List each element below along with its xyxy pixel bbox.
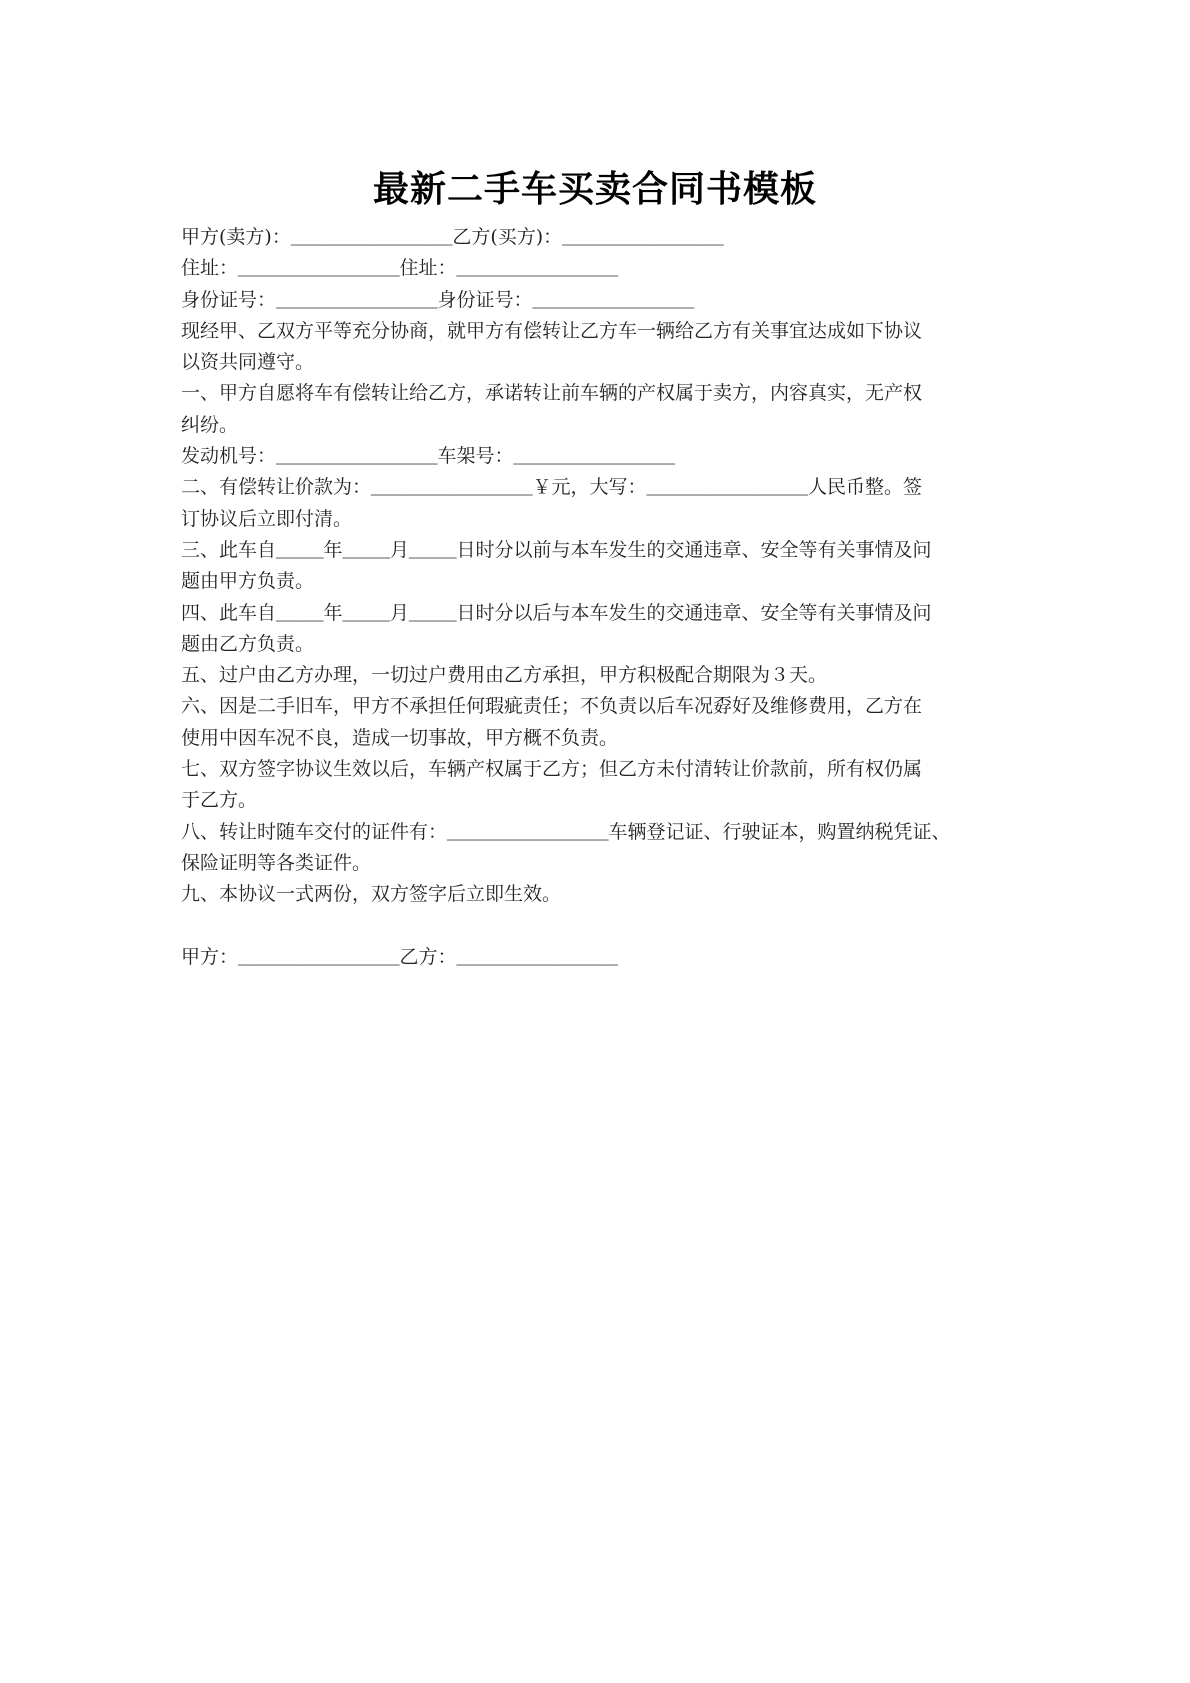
frame-number-blank[interactable]: _________________ <box>513 446 676 468</box>
clause-2-tail: 人民币整。签 <box>808 476 923 499</box>
buyer-address-label: 住址： <box>399 257 457 280</box>
clause-3-line-1 <box>181 535 1021 566</box>
clause-3-tail: 日时分以前与本车发生的交通违章、安全等有关事情及问 <box>456 538 932 561</box>
seller-id-blank[interactable]: _________________ <box>276 289 438 311</box>
clause-3-month-blank[interactable]: _____ <box>342 539 391 561</box>
seller-address-label: 住址： <box>181 257 239 280</box>
buyer-blank[interactable]: _________________ <box>562 227 724 248</box>
clause-4-line-1 <box>181 598 1021 629</box>
year-label: 年 <box>323 601 343 624</box>
clause-1-line-2: 纠纷。 <box>181 413 239 436</box>
clause-8-head: 八、转让时随车交付的证件有： <box>181 820 448 843</box>
buyer-signature-label: 乙方： <box>399 945 457 968</box>
clause-4-line-2: 题由乙方负责。 <box>181 632 315 655</box>
address-line <box>181 253 1021 284</box>
clause-7-line-1: 七、双方签字协议生效以后，车辆产权属于乙方；但乙方未付清转让价款前，所有权仍属 <box>181 758 923 781</box>
vehicle-number-line <box>181 441 1021 472</box>
clause-2-uppercase-label: ￥元，大写： <box>532 476 647 499</box>
seller-id-label: 身份证号： <box>181 288 277 311</box>
clause-8-line-2: 保险证明等各类证件。 <box>181 851 372 874</box>
price-number-blank[interactable]: _________________ <box>371 477 533 499</box>
intro-line-2: 以资共同遵守。 <box>181 351 315 374</box>
seller-blank[interactable]: _________________ <box>290 227 453 248</box>
clause-4-year-blank[interactable]: _____ <box>276 602 324 624</box>
clause-6-line-1: 六、因是二手旧车，甲方不承担任何瑕疵责任；不负责以后车况孬好及维修费用，乙方在 <box>181 695 923 718</box>
engine-number-blank[interactable]: _________________ <box>276 446 438 468</box>
clause-2-line-1 <box>181 472 1021 503</box>
engine-number-label: 发动机号： <box>181 445 277 468</box>
seller-signature-label: 甲方： <box>181 945 239 968</box>
buyer-address-blank[interactable]: _________________ <box>456 258 619 280</box>
clause-8-tail: 车辆登记证、行驶证本，购置纳税凭证、 <box>608 820 951 843</box>
year-label: 年 <box>323 538 343 561</box>
clause-3-head: 三、此车自 <box>181 538 277 561</box>
clause-6-line-2: 使用中因车况不良，造成一切事故，甲方概不负责。 <box>181 726 619 749</box>
price-uppercase-blank[interactable]: _________________ <box>646 477 809 499</box>
clause-3-day-blank[interactable]: _____ <box>409 539 457 561</box>
document-title: 最新二手车买卖合同书模板 <box>372 168 817 210</box>
clause-4-month-blank[interactable]: _____ <box>342 602 391 624</box>
spacer <box>181 911 1021 942</box>
id-line <box>181 285 1021 316</box>
buyer-id-label: 身份证号： <box>437 288 533 311</box>
clause-2-price-label: 二、有偿转让价款为： <box>181 476 372 499</box>
seller-signature-blank[interactable]: _________________ <box>238 946 400 968</box>
clause-2-line-2: 订协议后立即付清。 <box>181 507 353 530</box>
month-label: 月 <box>390 538 410 561</box>
clause-4-tail: 日时分以后与本车发生的交通违章、安全等有关事情及问 <box>456 601 932 624</box>
buyer-label: 乙方(买方)： <box>452 226 563 248</box>
clause-5: 五、过户由乙方办理，一切过户费用由乙方承担，甲方积极配合期限为３天。 <box>181 664 828 687</box>
buyer-id-blank[interactable]: _________________ <box>532 289 695 311</box>
signature-line <box>181 942 1021 973</box>
documents-blank[interactable]: _________________ <box>447 821 609 843</box>
seller-label: 甲方(卖方)： <box>181 226 291 248</box>
clause-9: 九、本协议一式两份，双方签字后立即生效。 <box>181 883 562 906</box>
month-label: 月 <box>390 601 410 624</box>
clause-3-year-blank[interactable]: _____ <box>276 539 324 561</box>
clause-3-line-2: 题由甲方负责。 <box>181 570 315 593</box>
intro-line-1: 现经甲、乙双方平等充分协商，就甲方有偿转让乙方车一辆给乙方有关事宜达成如下协议 <box>181 319 923 342</box>
seller-address-blank[interactable]: _________________ <box>238 258 400 280</box>
party-line <box>181 222 1021 253</box>
clause-4-head: 四、此车自 <box>181 601 277 624</box>
clause-8-line-1 <box>181 817 1021 848</box>
buyer-signature-blank[interactable]: _________________ <box>456 946 619 968</box>
frame-number-label: 车架号： <box>437 445 514 468</box>
clause-4-day-blank[interactable]: _____ <box>409 602 457 624</box>
contract-body <box>181 222 1021 973</box>
clause-7-line-2: 于乙方。 <box>181 789 258 812</box>
clause-1-line-1: 一、甲方自愿将车有偿转让给乙方，承诺转让前车辆的产权属于卖方，内容真实，无产权 <box>181 382 923 405</box>
